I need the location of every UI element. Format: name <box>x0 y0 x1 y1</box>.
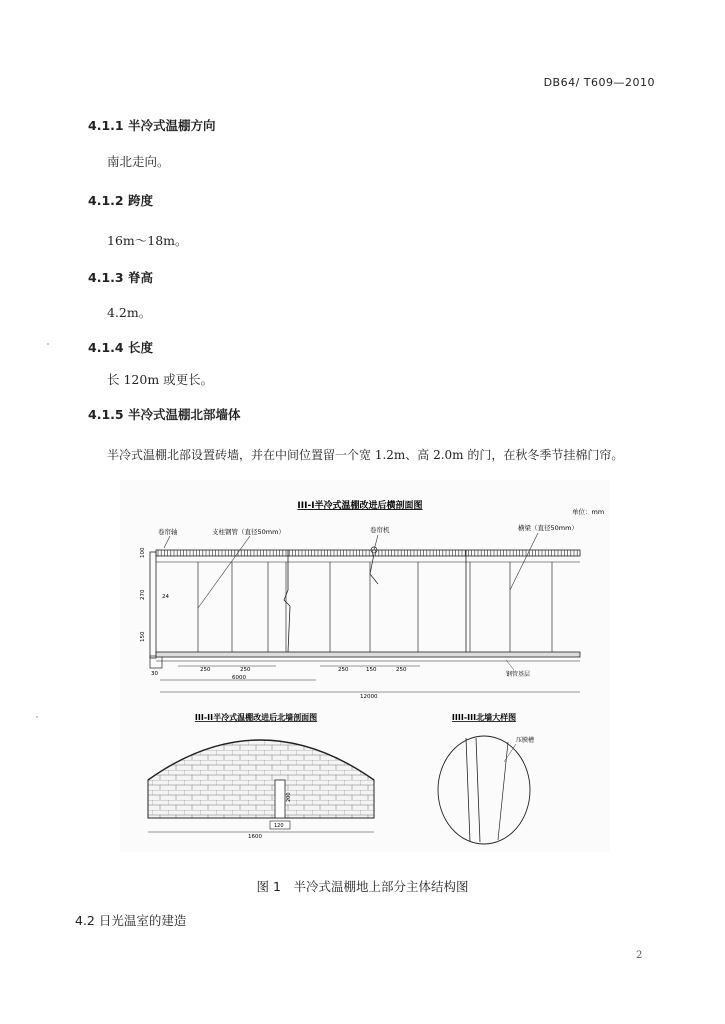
structure-figure <box>120 480 610 852</box>
page-number: 2 <box>636 950 643 961</box>
label-juanlianji: 卷帘机 <box>370 526 390 534</box>
section-heading-4-1-3: 4.1.3 脊高 <box>88 270 153 285</box>
dim-6000: 6000 <box>232 675 246 681</box>
dim-250-b: 250 <box>240 667 251 673</box>
dim-250-d: 250 <box>396 667 407 673</box>
dim-250-c: 250 <box>338 667 349 673</box>
document-code: DB64/ T609—2010 <box>543 76 655 89</box>
dim-span: 1600 <box>248 834 262 840</box>
section-heading-4-1-1: 4.1.1 半冷式温棚方向 <box>88 118 216 133</box>
dim-150: 150 <box>140 631 146 642</box>
section-body-4-1-5: 半冷式温棚北部设置砖墙，并在中间位置留一个宽 1.2m、高 2.0m 的门，在秋冬季节挂棉门帘。 <box>107 448 624 462</box>
section-body-4-1-4: 长 120m 或更长。 <box>107 372 214 387</box>
north-wall-detail-title: IIII-III北墙大样图 <box>451 713 517 722</box>
section-body-4-1-1: 南北走向。 <box>107 154 170 169</box>
scan-speck <box>47 343 49 345</box>
dim-270: 270 <box>140 589 146 600</box>
dim-door-height: 200 <box>286 792 292 802</box>
dim-30: 30 <box>151 671 158 677</box>
section-heading-4-1-2: 4.1.2 跨度 <box>88 193 153 208</box>
label-juanlianzhou: 卷帘轴 <box>158 528 178 536</box>
section-heading-4-1-4: 4.1.4 长度 <box>88 340 153 355</box>
label-yamocao: 压膜槽 <box>516 737 535 744</box>
dim-12000: 12000 <box>360 694 378 700</box>
dim-100: 100 <box>140 547 146 558</box>
figure-caption: 图 1 半冷式温棚地上部分主体结构图 <box>256 879 469 894</box>
dim-door-width: 120 <box>274 823 284 829</box>
section-body-4-1-2: 16m～18m。 <box>107 233 188 248</box>
label-gangguan-jiceng: 钢管基层 <box>506 671 531 678</box>
section-body-4-1-3: 4.2m。 <box>107 305 152 320</box>
scan-speck <box>36 716 38 718</box>
dim-24: 24 <box>162 594 169 600</box>
label-zhizhu: 支柱钢管（直径50mm） <box>212 528 285 536</box>
label-henggan: 横梁（直径50mm） <box>518 524 578 532</box>
unit-label: 单位：mm <box>572 508 605 516</box>
dim-150: 150 <box>366 667 377 673</box>
cross-section-title: III-I半冷式温棚改进后横剖面图 <box>297 501 423 511</box>
section-heading-4-2: 4.2 日光温室的建造 <box>75 913 187 928</box>
dim-250-a: 250 <box>200 667 211 673</box>
section-heading-4-1-5: 4.1.5 半冷式温棚北部墙体 <box>88 407 241 422</box>
north-wall-section-title: III-II半冷式温棚改进后北墙剖面图 <box>194 713 318 722</box>
